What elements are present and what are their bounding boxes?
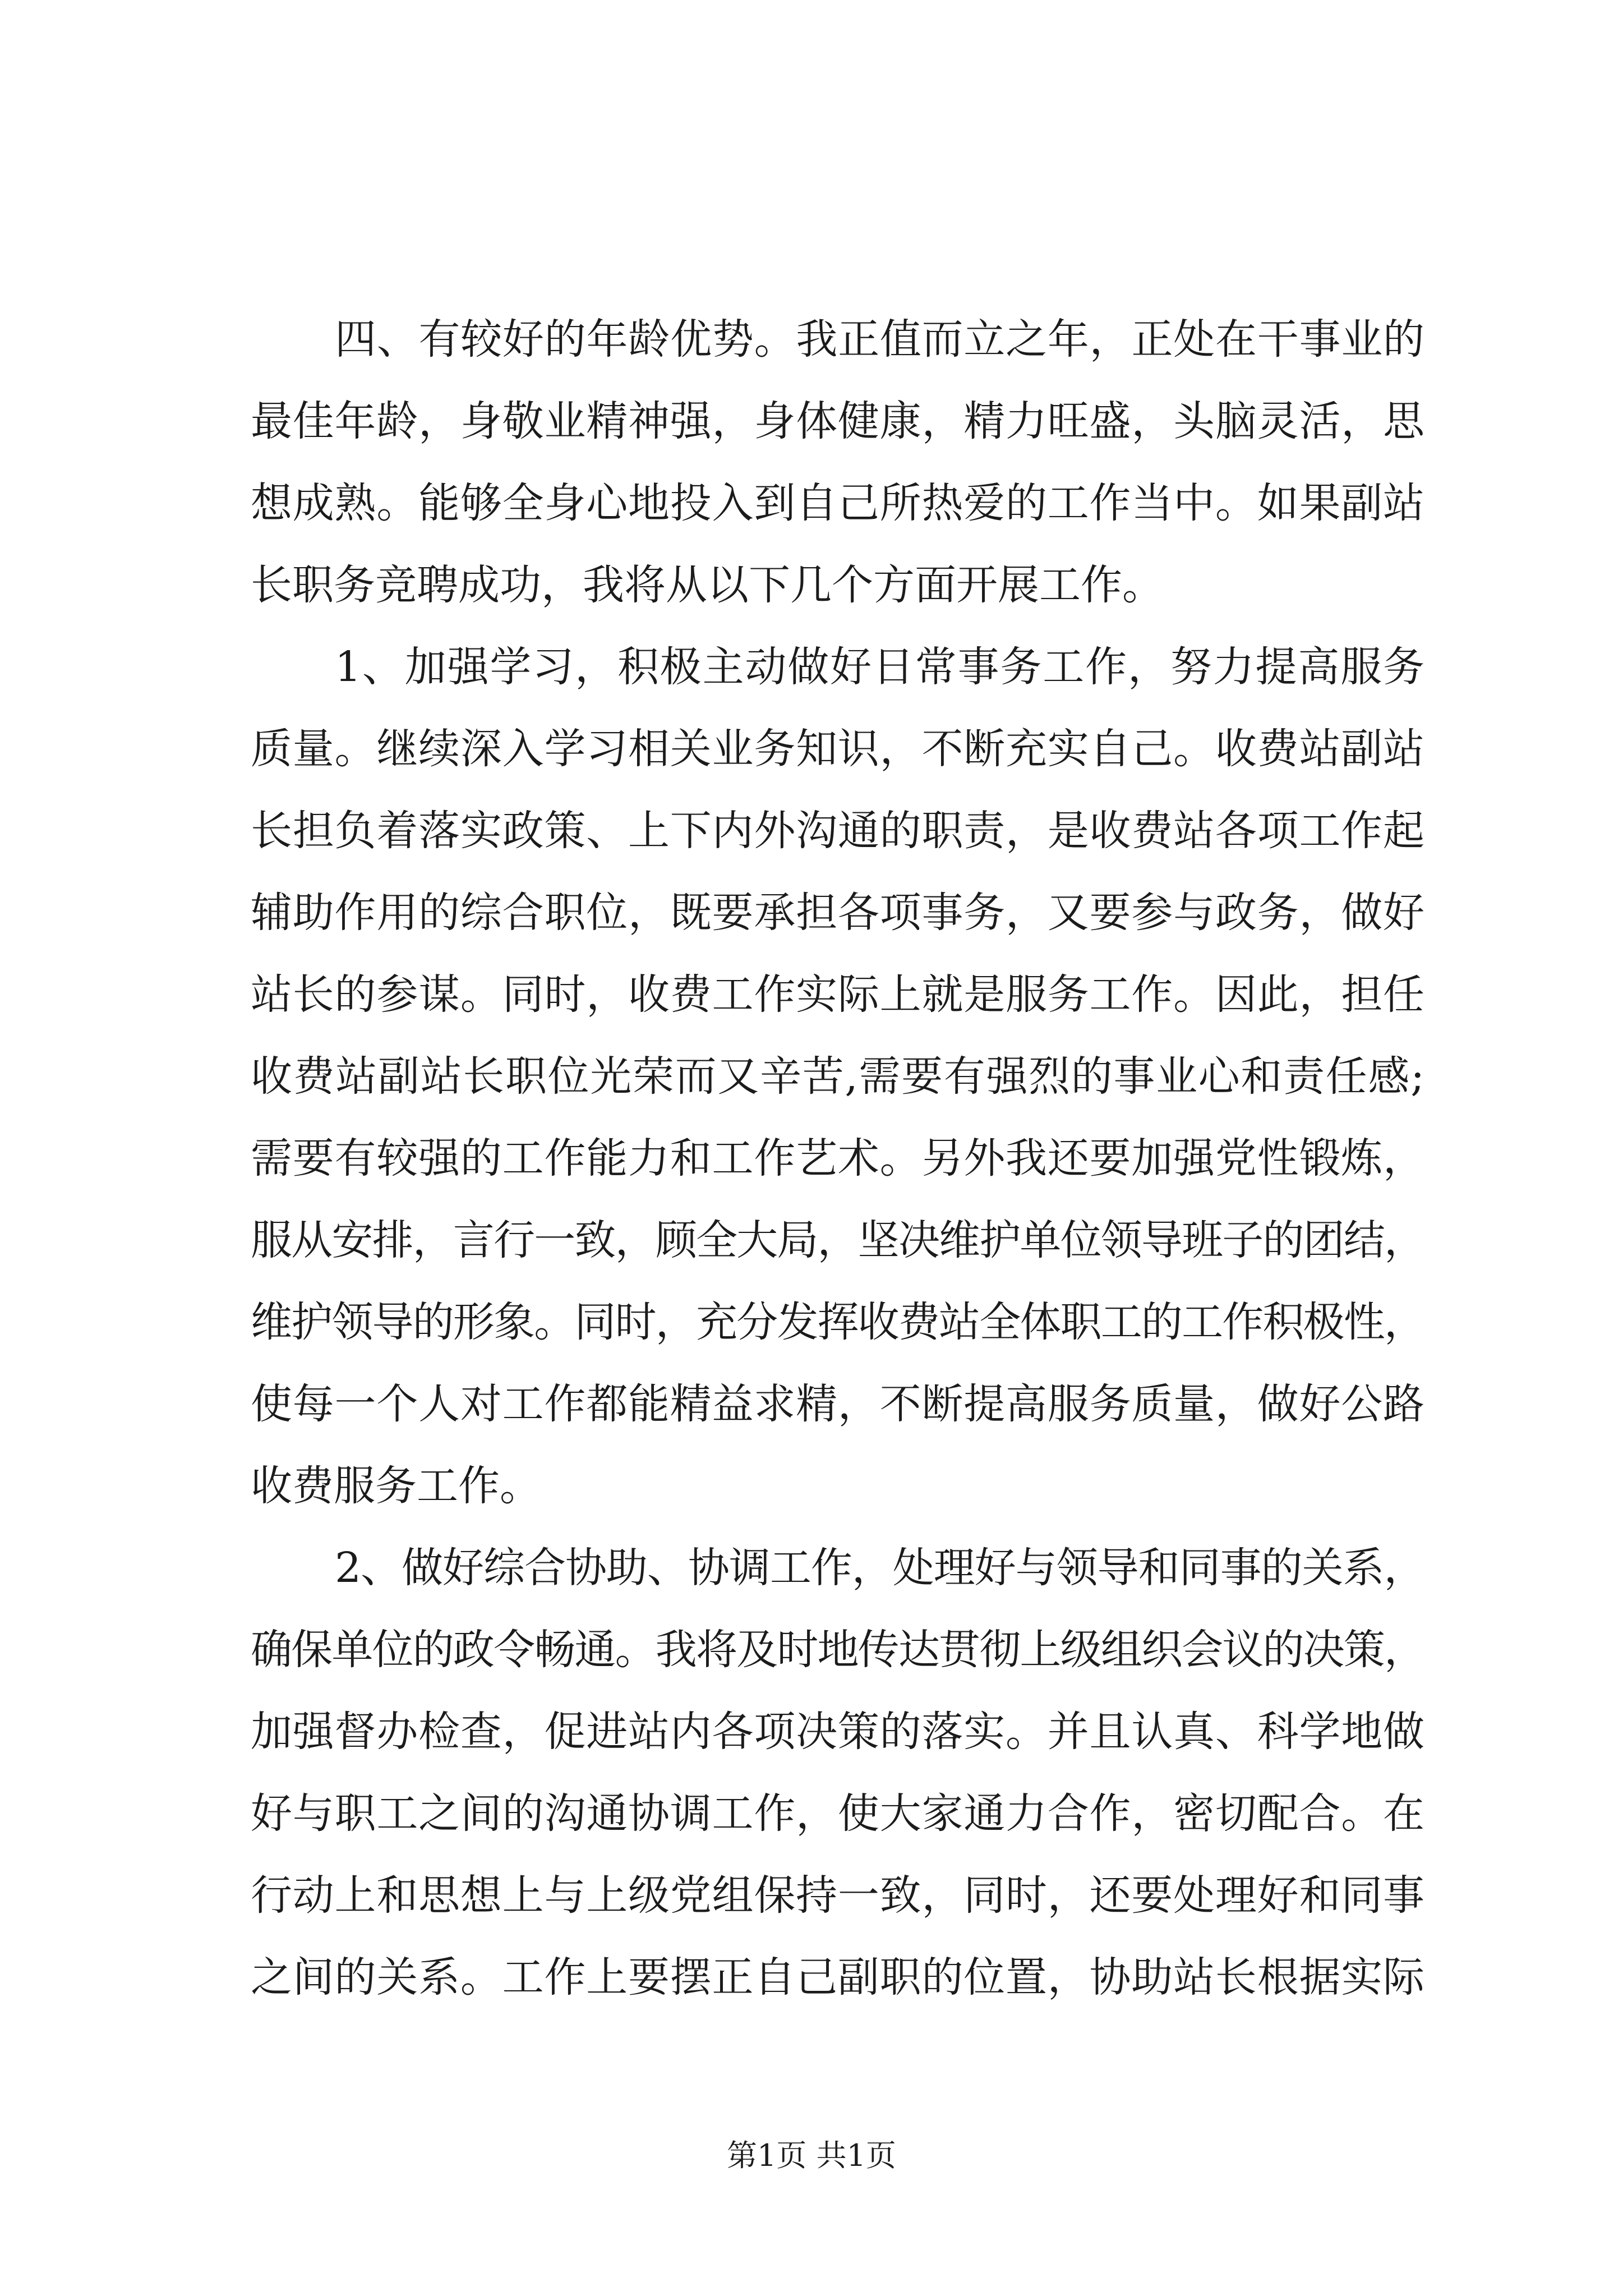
text-line: 长担负着落实政策、上下内外沟通的职责，是收费站各项工作起	[251, 807, 1424, 855]
text-line: 需要有较强的工作能力和工作艺术。另外我还要加强党性锻炼，	[251, 1134, 1424, 1182]
text-line: 行动上和思想上与上级党组保持一致，同时，还要处理好和同事	[251, 1871, 1424, 1920]
text-line: 好与职工之间的沟通协调工作，使大家通力合作，密切配合。在	[251, 1789, 1424, 1838]
text-line: 使每一个人对工作都能精益求精，不断提高服务质量，做好公路	[251, 1380, 1424, 1428]
text-line: 维护领导的形象。同时，充分发挥收费站全体职工的工作积极性，	[251, 1298, 1424, 1346]
text-line: 长职务竞聘成功，我将从以下几个方面开展工作。	[251, 561, 1164, 609]
page-number-footer: 第1页 共1页	[727, 2138, 896, 2173]
text-line: 辅助作用的综合职位，既要承担各项事务，又要参与政务，做好	[251, 889, 1424, 937]
paragraph-strengthen-study	[251, 626, 1424, 1527]
text-line: 质量。继续深入学习相关业务知识，不断充实自己。收费站副站	[251, 725, 1424, 773]
text-line: 1、加强学习，积极主动做好日常事务工作，努力提高服务	[335, 643, 1424, 691]
paragraph-coordination	[251, 1527, 1424, 2018]
text-line: 2、做好综合协助、协调工作，处理好与领导和同事的关系，	[335, 1544, 1424, 1592]
paragraph-age-advantage	[251, 298, 1424, 626]
document-body	[251, 298, 1424, 2018]
text-line: 服从安排，言行一致，顾全大局，坚决维护单位领导班子的团结，	[251, 1216, 1424, 1264]
text-line: 收费站副站长职位光荣而又辛苦,需要有强烈的事业心和责任感;	[251, 1052, 1424, 1101]
text-line: 之间的关系。工作上要摆正自己副职的位置，协助站长根据实际	[251, 1953, 1424, 2001]
text-line: 四、有较好的年龄优势。我正值而立之年，正处在干事业的	[335, 315, 1424, 364]
text-line: 确保单位的政令畅通。我将及时地传达贯彻上级组织会议的决策，	[251, 1626, 1424, 1674]
text-line: 站长的参谋。同时，收费工作实际上就是服务工作。因此，担任	[251, 970, 1424, 1019]
text-line: 加强督办检查，促进站内各项决策的落实。并且认真、科学地做	[251, 1708, 1424, 1756]
text-line: 想成熟。能够全身心地投入到自己所热爱的工作当中。如果副站	[251, 479, 1424, 527]
text-line: 最佳年龄，身敬业精神强，身体健康，精力旺盛，头脑灵活，思	[251, 397, 1424, 445]
text-line: 收费服务工作。	[251, 1462, 541, 1510]
